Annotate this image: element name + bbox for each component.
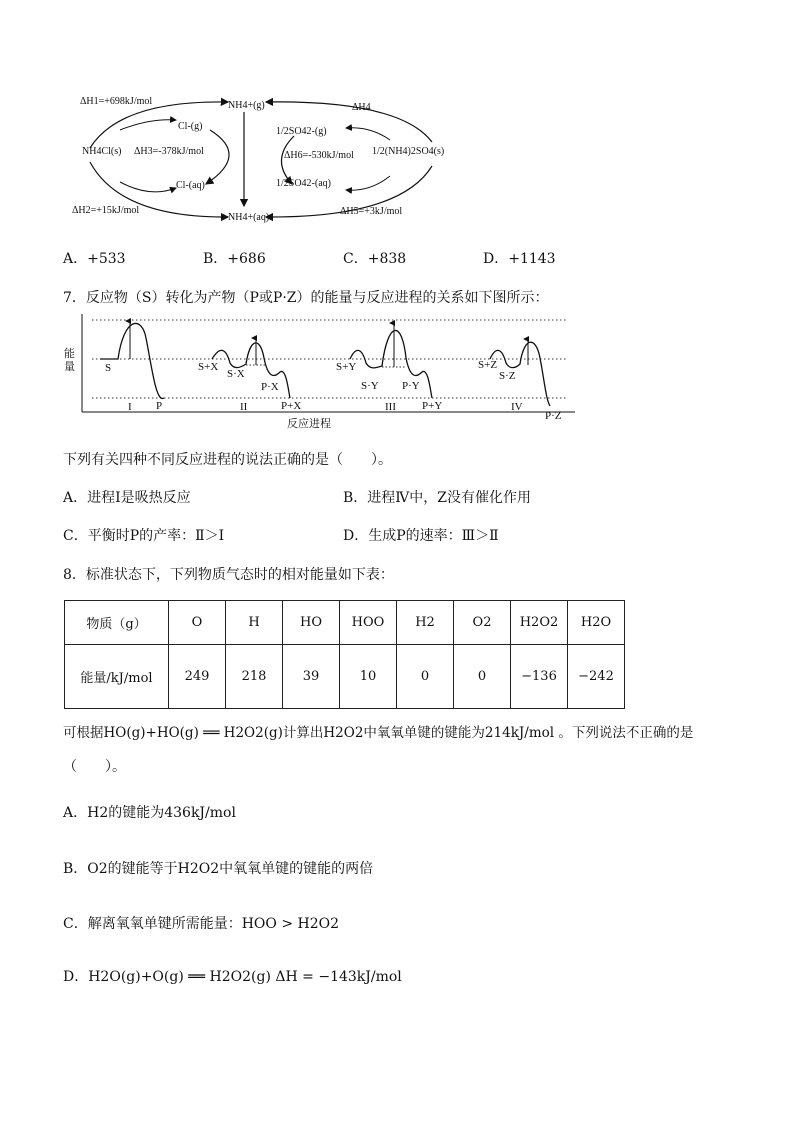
process-label-3: III [385, 401, 396, 413]
dh3-label: ΔH3=-378kJ/mol [134, 146, 204, 157]
q7-option-d[interactable]: D．生成P的速率：Ⅲ＞Ⅱ [343, 528, 499, 544]
label-p-dot-y: P·Y [402, 380, 420, 392]
table-cell: 0 [454, 645, 511, 709]
table-cell: 0 [397, 645, 454, 709]
energy-table [64, 600, 625, 709]
q7-question: 下列有关四种不同反应进程的说法正确的是（ ）。 [63, 452, 392, 468]
cl-g-label: Cl-(g) [178, 121, 203, 132]
q6-option-c[interactable]: C．+838 [343, 251, 407, 267]
label-s-dot-x: S·X [227, 368, 245, 380]
q8-text-pre: 可根据 [63, 725, 104, 741]
table-cell: 249 [169, 645, 226, 709]
cl-aq-label: Cl-(aq) [176, 180, 205, 191]
x-axis-label: 反应进程 [287, 418, 331, 430]
q7-option-b[interactable]: B．进程Ⅳ中，Z没有催化作用 [343, 490, 532, 506]
q8-option-a[interactable]: A．H2的键能为436kJ/mol [63, 805, 236, 821]
table-cell: H2O2 [511, 601, 568, 645]
table-cell: 39 [283, 645, 340, 709]
q6-option-d[interactable]: D．+1143 [483, 251, 556, 267]
table-cell: −136 [511, 645, 568, 709]
nh42so4-s-label: 1/2(NH4)2SO4(s) [372, 146, 445, 157]
table-cell: H2O [568, 601, 625, 645]
table-cell: H2 [397, 601, 454, 645]
dh1-label: ΔH1=+698kJ/mol [80, 96, 153, 107]
q7-option-c[interactable]: C．平衡时P的产率：Ⅱ＞Ⅰ [63, 528, 225, 544]
table-cell: HOO [340, 601, 397, 645]
energy-axis-label-1: 能 [64, 348, 75, 360]
table-cell: H [226, 601, 283, 645]
so4-g-label: 1/2SO42-(g) [276, 126, 327, 137]
label-s: S [105, 362, 112, 374]
dh6-label: ΔH6=-530kJ/mol [284, 150, 354, 161]
label-s-plus-z: S+Z [478, 359, 498, 371]
process-label-4: IV [511, 401, 523, 413]
table-header-energy: 能量/kJ/mol [65, 645, 169, 709]
nh4-aq-label: NH4+(aq) [228, 212, 270, 223]
table-cell: 10 [340, 645, 397, 709]
nh4-g-label: NH4+(g) [228, 100, 265, 111]
table-cell: O2 [454, 601, 511, 645]
q8-h2o2: H2O2 [323, 725, 364, 741]
q8-text-post: 中氧氧单键的键能为214kJ/mol 。下列说法不正确的是 [363, 725, 694, 741]
q8-option-c[interactable]: C．解离氧氧单键所需能量：HOO > H2O2 [63, 916, 340, 932]
label-p-plus-x: P+X [281, 400, 302, 412]
q7-option-a[interactable]: A．进程Ⅰ是吸热反应 [63, 490, 191, 506]
table-header-substance: 物质（g） [65, 601, 169, 645]
q8-stem: 8．标准状态下，下列物质气态时的相对能量如下表： [63, 567, 394, 583]
label-p: P [156, 400, 163, 412]
q8-option-b[interactable]: B．O2的键能等于H2O2中氧氧单键的键能的两倍 [63, 861, 374, 877]
dh5-label: ΔH5=+3kJ/mol [340, 206, 403, 217]
process-label-1: I [128, 401, 132, 413]
table-cell: HO [283, 601, 340, 645]
q8-paren: （ ）。 [63, 759, 126, 775]
label-p-plus-y: P+Y [422, 400, 443, 412]
table-cell: O [169, 601, 226, 645]
label-p-dot-z: P·Z [545, 410, 562, 422]
q7-stem: 7．反应物（S）转化为产物（P或P·Z）的能量与反应进程的关系如下图所示： [63, 290, 549, 306]
q8-text-mid: 计算出 [282, 725, 324, 741]
q6-option-b[interactable]: B．+686 [203, 251, 266, 267]
dh4-label: ΔH4 [352, 102, 371, 113]
label-s-plus-x: S+X [198, 361, 219, 373]
nh4cl-s-label: NH4Cl(s) [82, 146, 122, 157]
label-s-dot-z: S·Z [499, 370, 516, 382]
dh2-label: ΔH2=+15kJ/mol [72, 205, 140, 216]
label-s-dot-y: S·Y [361, 380, 379, 392]
table-cell: 218 [226, 645, 283, 709]
process-label-2: II [240, 401, 248, 413]
q8-premise [63, 724, 693, 742]
table-cell: −242 [568, 645, 625, 709]
q8-equation: HO(g)+HO(g) ══ H2O2(g) [103, 725, 283, 741]
label-p-dot-x: P·X [261, 381, 279, 393]
label-s-plus-y: S+Y [336, 361, 357, 373]
energy-axis-label-2: 量 [64, 361, 75, 373]
q8-option-d[interactable]: D．H2O(g)+O(g) ══ H2O2(g) ΔH = −143kJ/mol [63, 969, 402, 985]
q6-option-a[interactable]: A．+533 [63, 251, 126, 267]
so4-aq-label: 1/2SO42-(aq) [276, 178, 331, 189]
